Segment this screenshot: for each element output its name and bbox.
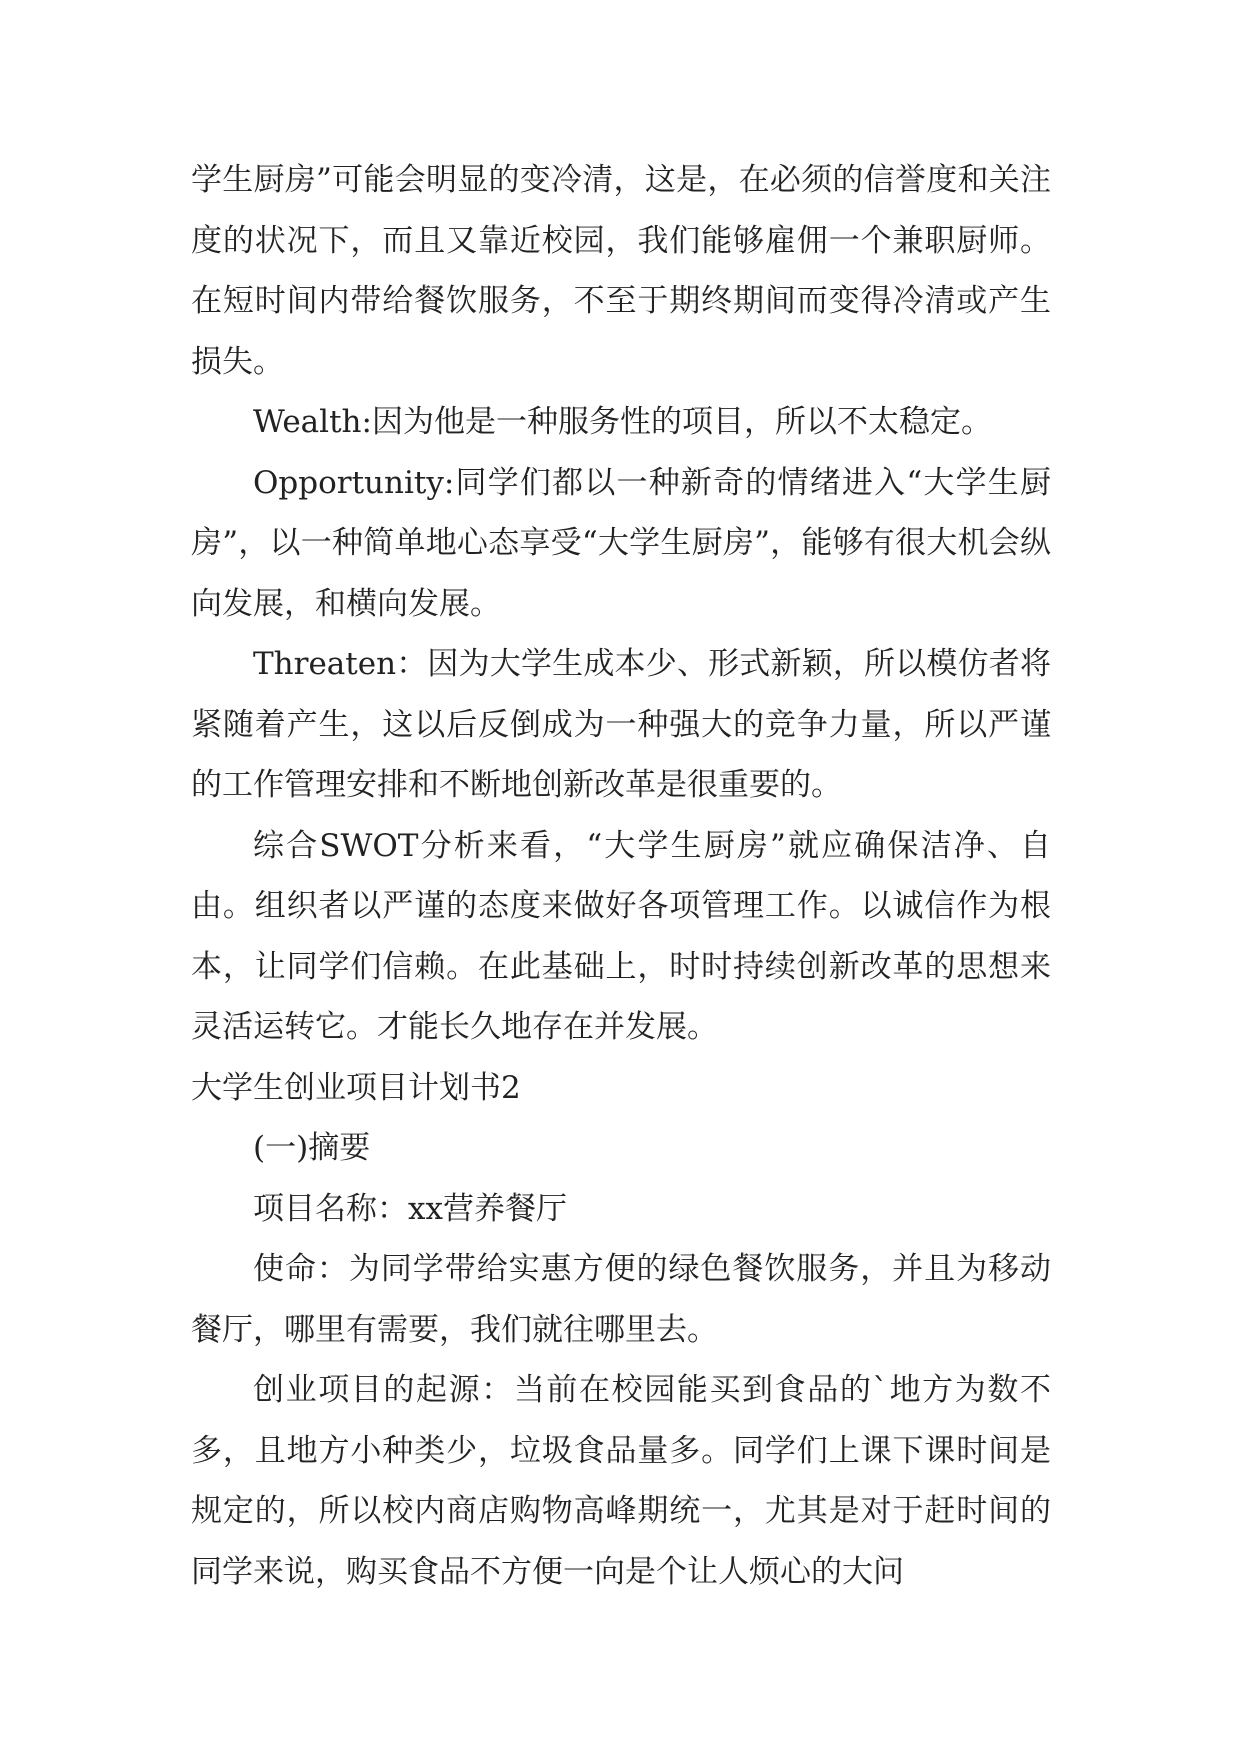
paragraph-threaten: Threaten：因为大学生成本少、形式新颖，所以模仿者将紧随着产生，这以后反倒成为一种强大的竞争力量，所以严谨的工作管理安排和不断地创新改革是很重要的。 bbox=[191, 646, 1051, 803]
subsection-heading-summary: (一)摘要 bbox=[253, 1130, 371, 1166]
paragraph-swot-summary: 综合SWOT分析来看，“大学生厨房”就应确保洁净、自由。组织者以严谨的态度来做好各项管理工作。以诚信作为根本，让同学们信赖。在此基础上，时时持续创新改革的思想来灵活运转它。才能长久地存在并发展。 bbox=[191, 827, 1051, 1045]
paragraph-mission: 使命：为同学带给实惠方便的绿色餐饮服务，并且为移动餐厅，哪里有需要，我们就往哪里去。 bbox=[191, 1251, 1051, 1348]
paragraph-opportunity: Opportunity:同学们都以一种新奇的情绪进入“大学生厨房”，以一种简单地心态享受“大学生厨房”，能够有很大机会纵向发展，和横向发展。 bbox=[191, 464, 1051, 622]
section-heading: 大学生创业项目计划书2 bbox=[191, 1069, 521, 1106]
paragraph-continuation: 学生厨房”可能会明显的变冷清，这是，在必须的信誉度和关注度的状况下，而且又靠近校园，我们能够雇佣一个兼职厨师。在短时间内带给餐饮服务，不至于期终期间而变得冷清或产生损失。 bbox=[191, 162, 1051, 380]
paragraph-project-name: 项目名称：xx营养餐厅 bbox=[253, 1190, 567, 1227]
paragraph-project-origin: 创业项目的起源：当前在校园能买到食品的`地方为数不多，且地方小种类少，垃圾食品量多。同学们上课下课时间是规定的，所以校内商店购物高峰期统一，尤其是对于赶时间的同学来说，购买食品不方便一向是个让人烦心的大问 bbox=[191, 1372, 1051, 1590]
paragraph-wealth: Wealth:因为他是一种服务性的项目，所以不太稳定。 bbox=[253, 404, 992, 440]
document-body bbox=[191, 150, 1051, 1602]
